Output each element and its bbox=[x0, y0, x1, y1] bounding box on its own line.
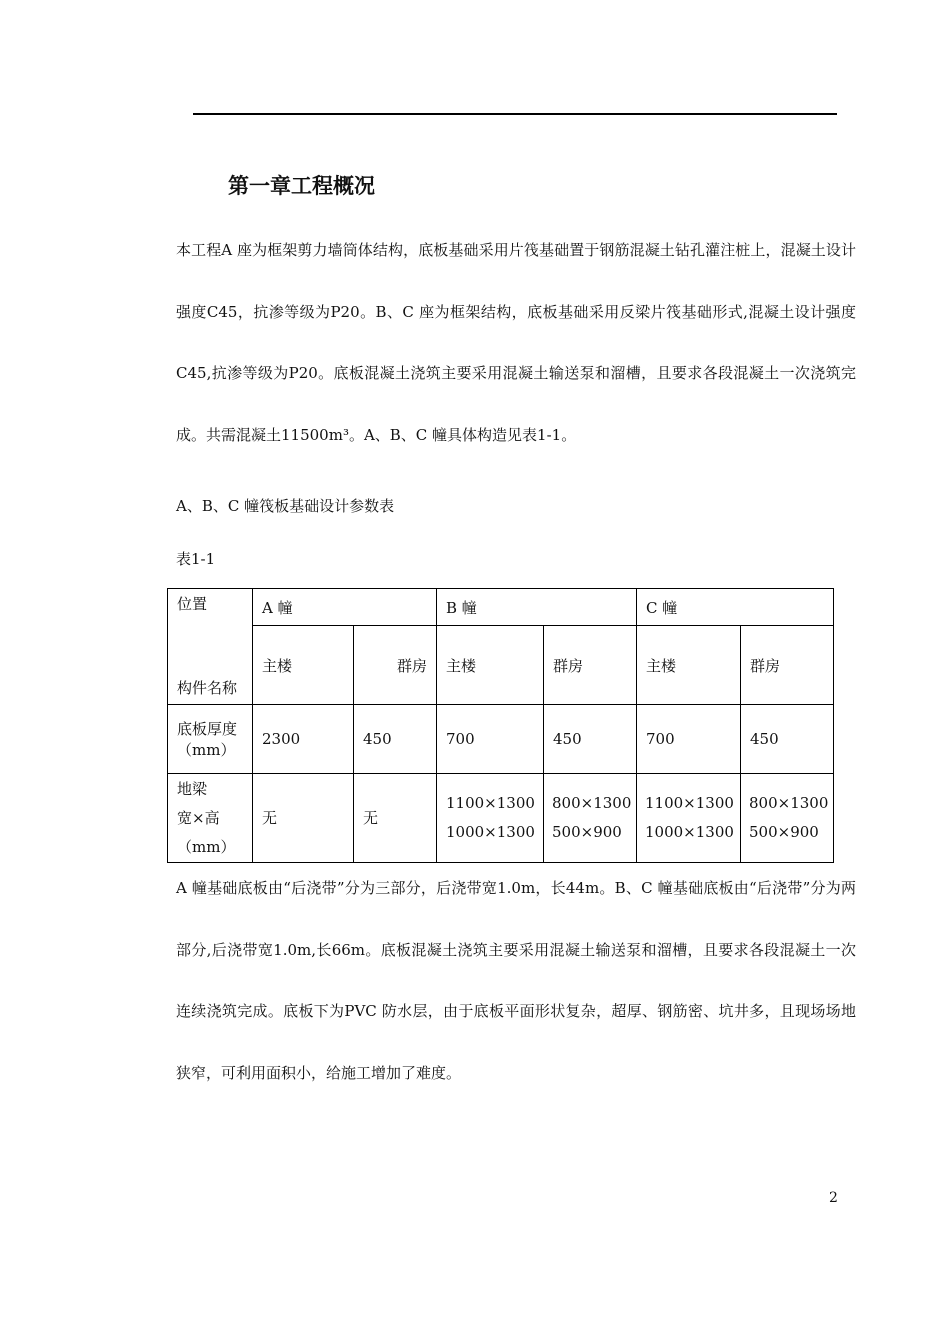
table-title: A、B、C 幢筏板基础设计参数表 bbox=[176, 497, 395, 515]
body-paragraph: A 幢基础底板由“后浇带”分为三部分，后浇带宽1.0m，长44m。B、C 幢基础底板由“后浇带”分为两部分,后浇带宽1.0m,长66m。底板混凝土浇筑主要采用混凝土输送泵和溜槽，且要求各段混凝土一次连续浇筑完成。底板下为PVC 防水层，由于底板平面形状复杂，超厚、钢筋密、坑井多，且现场场地狭窄，可利用面积小，给施工增加了难度。 bbox=[176, 879, 856, 1082]
group-header-b: B 幢 bbox=[437, 589, 637, 626]
sub-header-c-main: 主楼 bbox=[637, 626, 741, 705]
table-cell: 2300 bbox=[253, 705, 354, 774]
sub-header-b-annex: 群房 bbox=[544, 626, 637, 705]
sub-header-c-annex: 群房 bbox=[741, 626, 834, 705]
group-header-c: C 幢 bbox=[637, 589, 834, 626]
table-cell: 1100×1300 1000×1300 bbox=[637, 774, 741, 863]
table-cell: 450 bbox=[544, 705, 637, 774]
parameter-table bbox=[167, 588, 834, 863]
group-header-a: A 幢 bbox=[253, 589, 437, 626]
table-cell: 700 bbox=[437, 705, 544, 774]
intro-paragraph: 本工程A 座为框架剪力墙筒体结构，底板基础采用片筏基础置于钢筋混凝土钻孔灌注桩上，混凝土设计强度C45，抗渗等级为P20。B、C 座为框架结构，底板基础采用反梁片筏基础形式,混凝土设计强度C45,抗渗等级为P20。底板混凝土浇筑主要采用混凝土输送泵和溜槽，且要求各段混凝土一次浇筑完成。共需混凝土11500m³。A、B、C 幢具体构造见表1-1。 bbox=[176, 241, 856, 444]
table-number: 表1-1 bbox=[176, 550, 216, 568]
chapter-heading: 第一章工程概况 bbox=[228, 174, 375, 198]
corner-component-label: 构件名称 bbox=[177, 679, 238, 697]
table-row-ground-beam bbox=[168, 774, 834, 863]
sub-header-b-main: 主楼 bbox=[437, 626, 544, 705]
table-cell: 700 bbox=[637, 705, 741, 774]
table-cell: 无 bbox=[253, 774, 354, 863]
table-row-slab-thickness bbox=[168, 705, 834, 774]
table-cell: 800×1300 500×900 bbox=[741, 774, 834, 863]
table-cell: 1100×1300 1000×1300 bbox=[437, 774, 544, 863]
row-label: 地梁 宽×高 （mm） bbox=[168, 774, 253, 863]
row-label: 底板厚度 （mm） bbox=[168, 705, 253, 774]
corner-position-label: 位置 bbox=[177, 595, 208, 613]
sub-header-a-main: 主楼 bbox=[253, 626, 354, 705]
table-cell: 450 bbox=[741, 705, 834, 774]
page-number: 2 bbox=[829, 1190, 838, 1206]
sub-header-a-annex: 群房 bbox=[354, 626, 437, 705]
table-corner-cell bbox=[168, 589, 253, 705]
header-rule bbox=[193, 113, 837, 115]
table-cell: 800×1300 500×900 bbox=[544, 774, 637, 863]
table-cell: 无 bbox=[354, 774, 437, 863]
table-cell: 450 bbox=[354, 705, 437, 774]
